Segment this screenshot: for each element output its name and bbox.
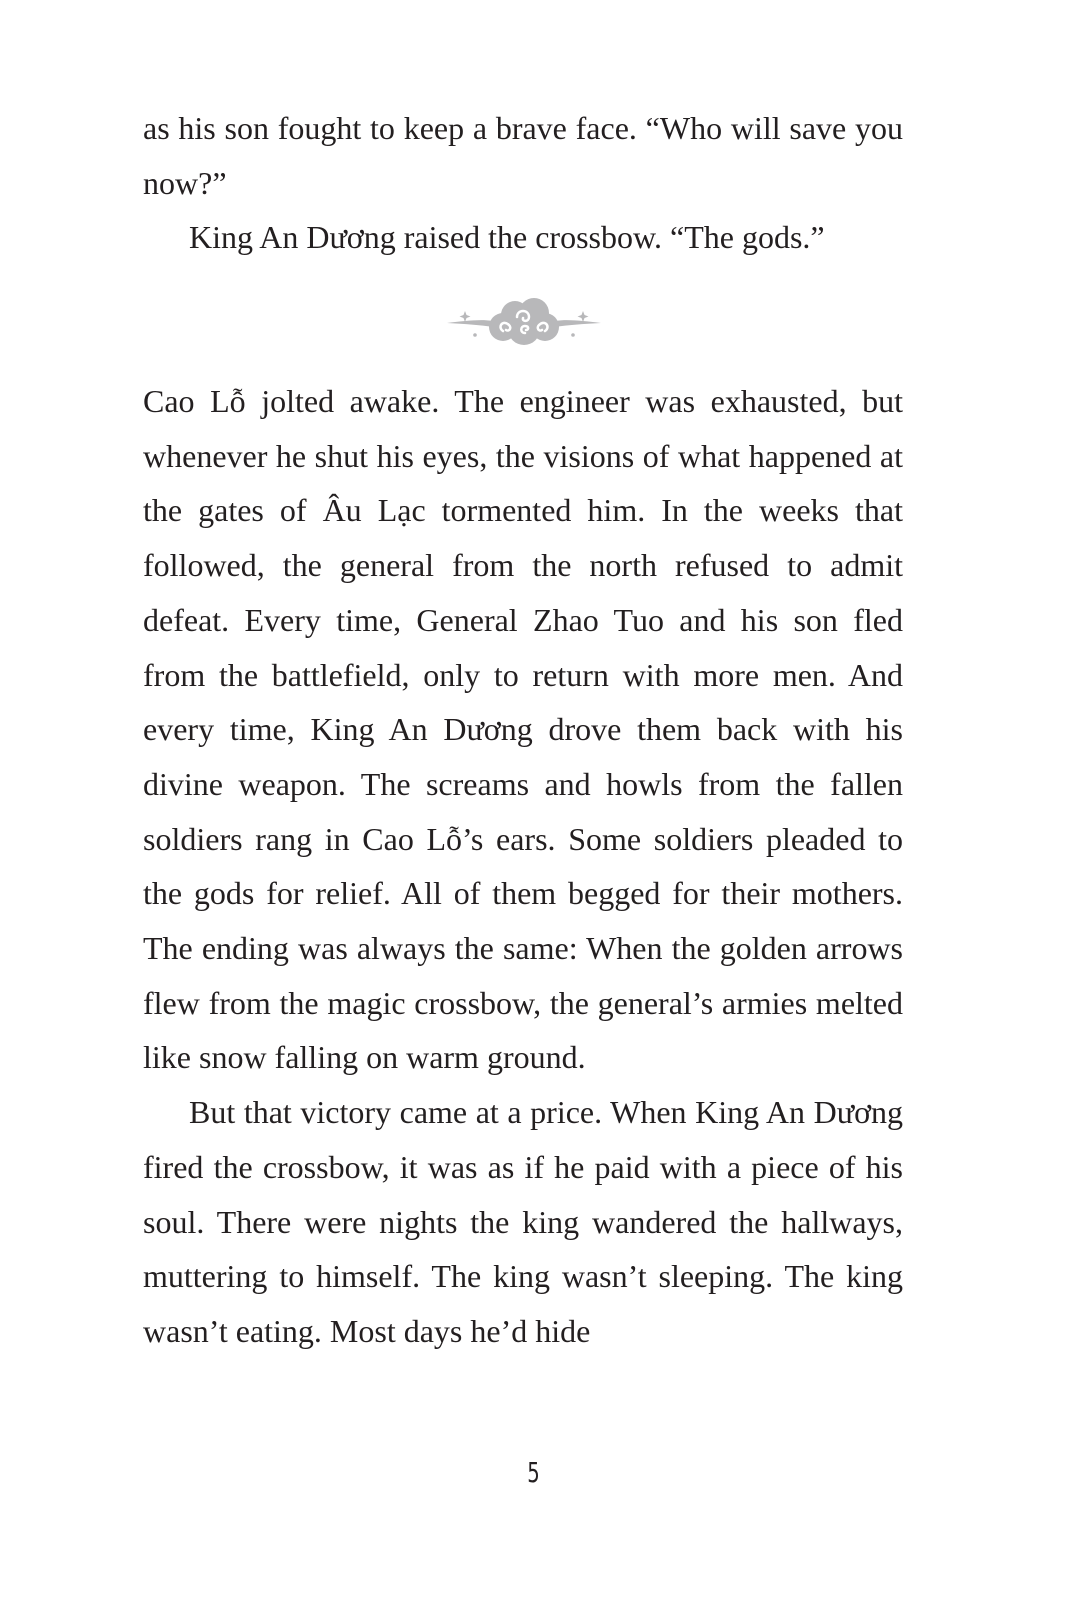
paragraph-section-start: Cao Lỗ jolted awake. The engineer was exhausted, but whenever he shut his eyes, the visions of what happened at the gates of Âu Lạc tormented him. In the weeks that followed, the general from the north refused to admit defeat. Every time, General Zhao Tuo and his son fled from the battlefield, only to return with more men. And every time, King An Dương drove them back with his divine weapon. The screams and howls from the fallen soldiers rang in Cao Lỗ’s ears. Some soldiers pleaded to the gods for relief. All of them begged for their mothers. The ending was always the same: When the golden arrows flew from the magic crossbow, the general’s armies melted like snow falling on warm ground. — [143, 383, 903, 1076]
page-number: 5 — [527, 1456, 540, 1489]
paragraph-continued: as his son fought to keep a brave face. “Who will save you now?” — [143, 110, 903, 201]
paragraph-price: But that victory came at a price. When King An Dương fired the crossbow, it was as if he paid with a piece of his soul. There were nights the king wandered the hallways, muttering to himself. The king wasn’t sleeping. The king wasn’t eating. Most days he’d hide — [143, 1094, 903, 1349]
paragraph-dialogue: King An Dương raised the crossbow. “The gods.” — [189, 219, 825, 256]
main-text-block — [143, 374, 903, 1359]
cloud-ornament-icon — [445, 291, 603, 351]
top-text-block — [143, 101, 903, 265]
